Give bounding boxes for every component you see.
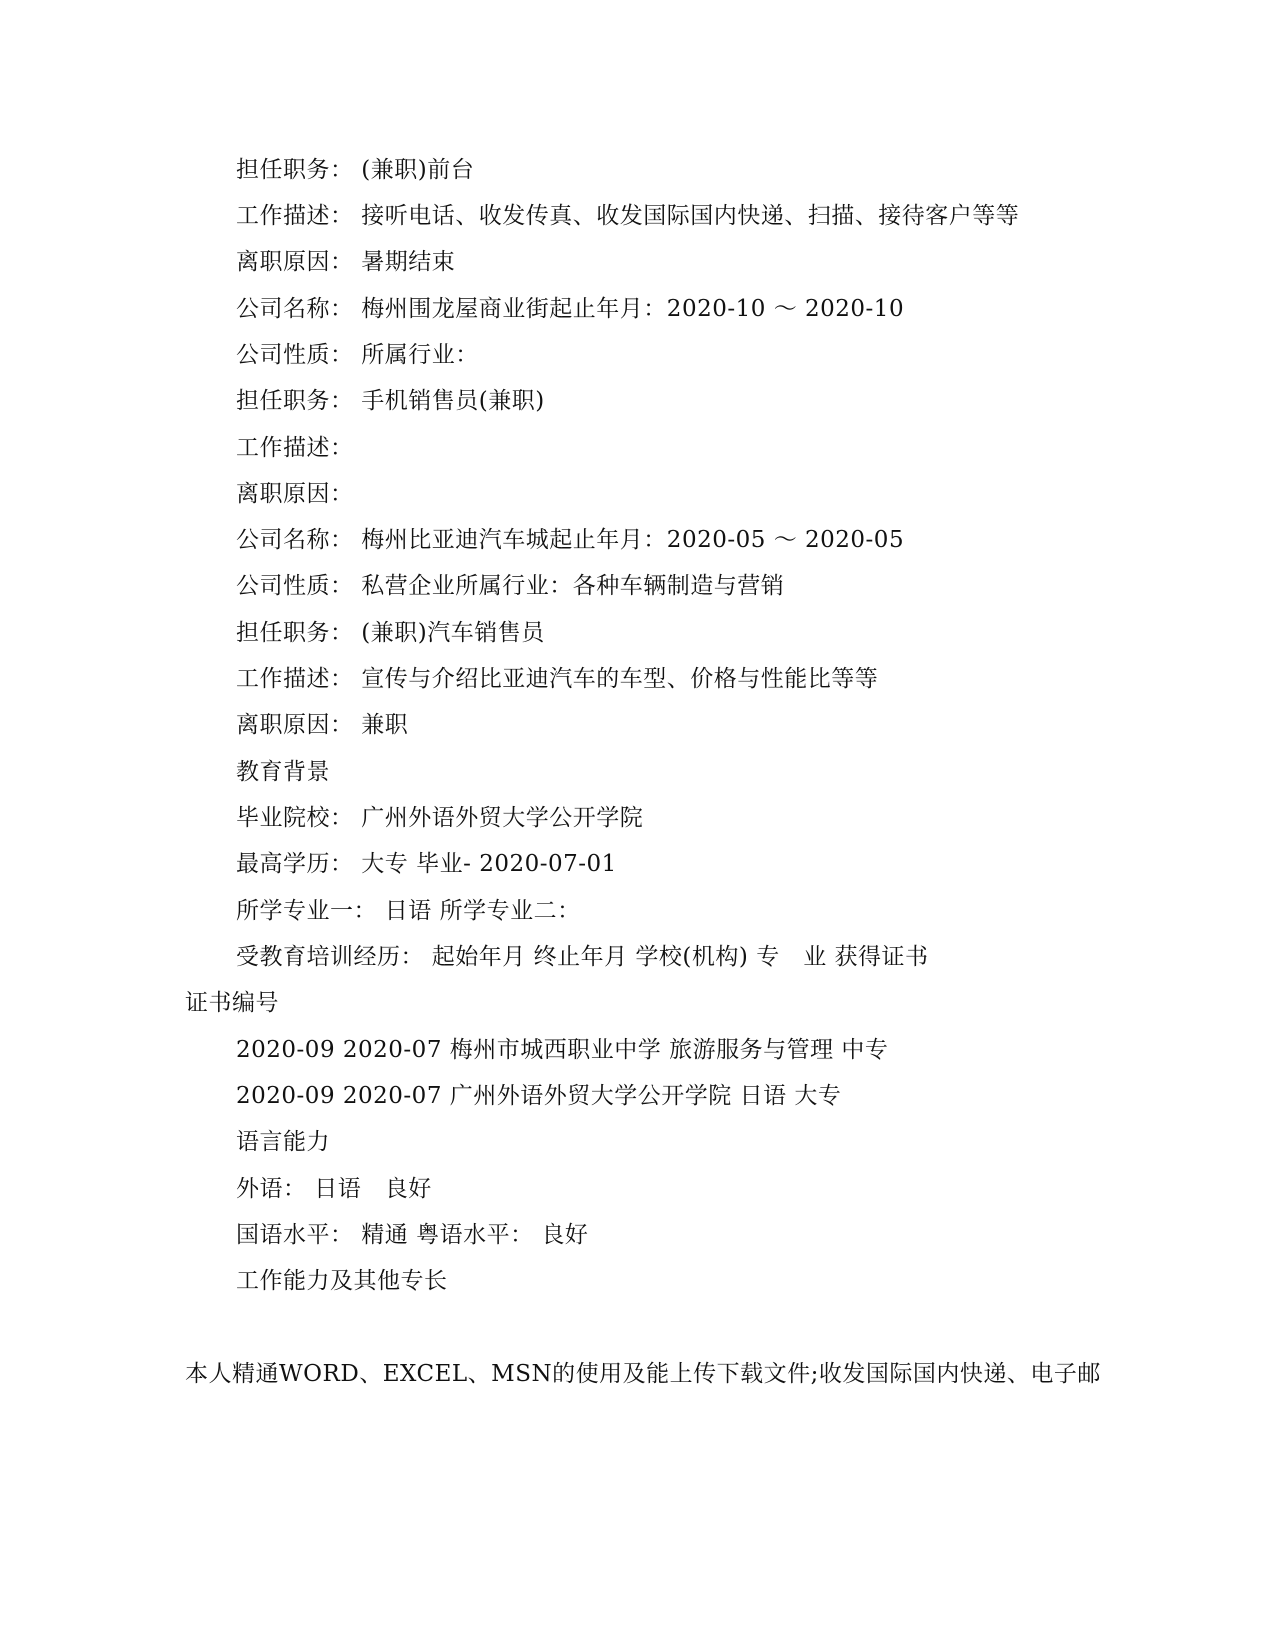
leave-reason-line: 离职原因： 兼职 — [236, 712, 409, 738]
company-type-line: 公司性质： 私营企业所属行业：各种车辆制造与营销 — [236, 573, 785, 599]
job-title-line: 担任职务： (兼职)前台 — [236, 157, 475, 183]
education-heading: 教育背景 — [236, 759, 330, 785]
dialect-level-line: 国语水平： 精通 粤语水平： 良好 — [236, 1222, 589, 1248]
leave-reason-line: 离职原因： 暑期结束 — [236, 249, 456, 275]
company-type-line: 公司性质： 所属行业： — [236, 342, 479, 368]
major-line: 所学专业一： 日语 所学专业二： — [236, 898, 581, 924]
highest-degree-line: 最高学历： 大专 毕业- 2020-07-01 — [236, 851, 617, 877]
skills-heading: 工作能力及其他专长 — [236, 1268, 448, 1294]
job-description-line: 工作描述： 宣传与介绍比亚迪汽车的车型、价格与性能比等等 — [236, 666, 879, 692]
training-row: 2020-09 2020-07 梅州市城西职业中学 旅游服务与管理 中专 — [236, 1037, 889, 1063]
training-header-line: 受教育培训经历： 起始年月 终止年月 学校(机构) 专 业 获得证书 — [236, 944, 929, 970]
leave-reason-line: 离职原因： — [236, 481, 354, 507]
job-title-line: 担任职务： (兼职)汽车销售员 — [236, 620, 545, 646]
training-row: 2020-09 2020-07 广州外语外贸大学公开学院 日语 大专 — [236, 1083, 842, 1109]
job-description-line: 工作描述： 接听电话、收发传真、收发国际国内快递、扫描、接待客户等等 — [236, 203, 1020, 229]
job-description-line: 工作描述： — [236, 435, 354, 461]
skills-paragraph: 本人精通WORD、EXCEL、MSN的使用及能上传下载文件;收发国际国内快递、电子邮 — [185, 1361, 1101, 1387]
foreign-language-line: 外语： 日语 良好 — [236, 1176, 432, 1202]
school-line: 毕业院校： 广州外语外贸大学公开学院 — [236, 805, 644, 831]
language-heading: 语言能力 — [236, 1129, 330, 1155]
training-header-continued: 证书编号 — [185, 990, 279, 1016]
company-name-line: 公司名称： 梅州围龙屋商业街起止年月：2020-10 ～ 2020-10 — [236, 296, 905, 322]
company-name-line: 公司名称： 梅州比亚迪汽车城起止年月：2020-05 ～ 2020-05 — [236, 527, 905, 553]
job-title-line: 担任职务： 手机销售员(兼职) — [236, 388, 545, 414]
